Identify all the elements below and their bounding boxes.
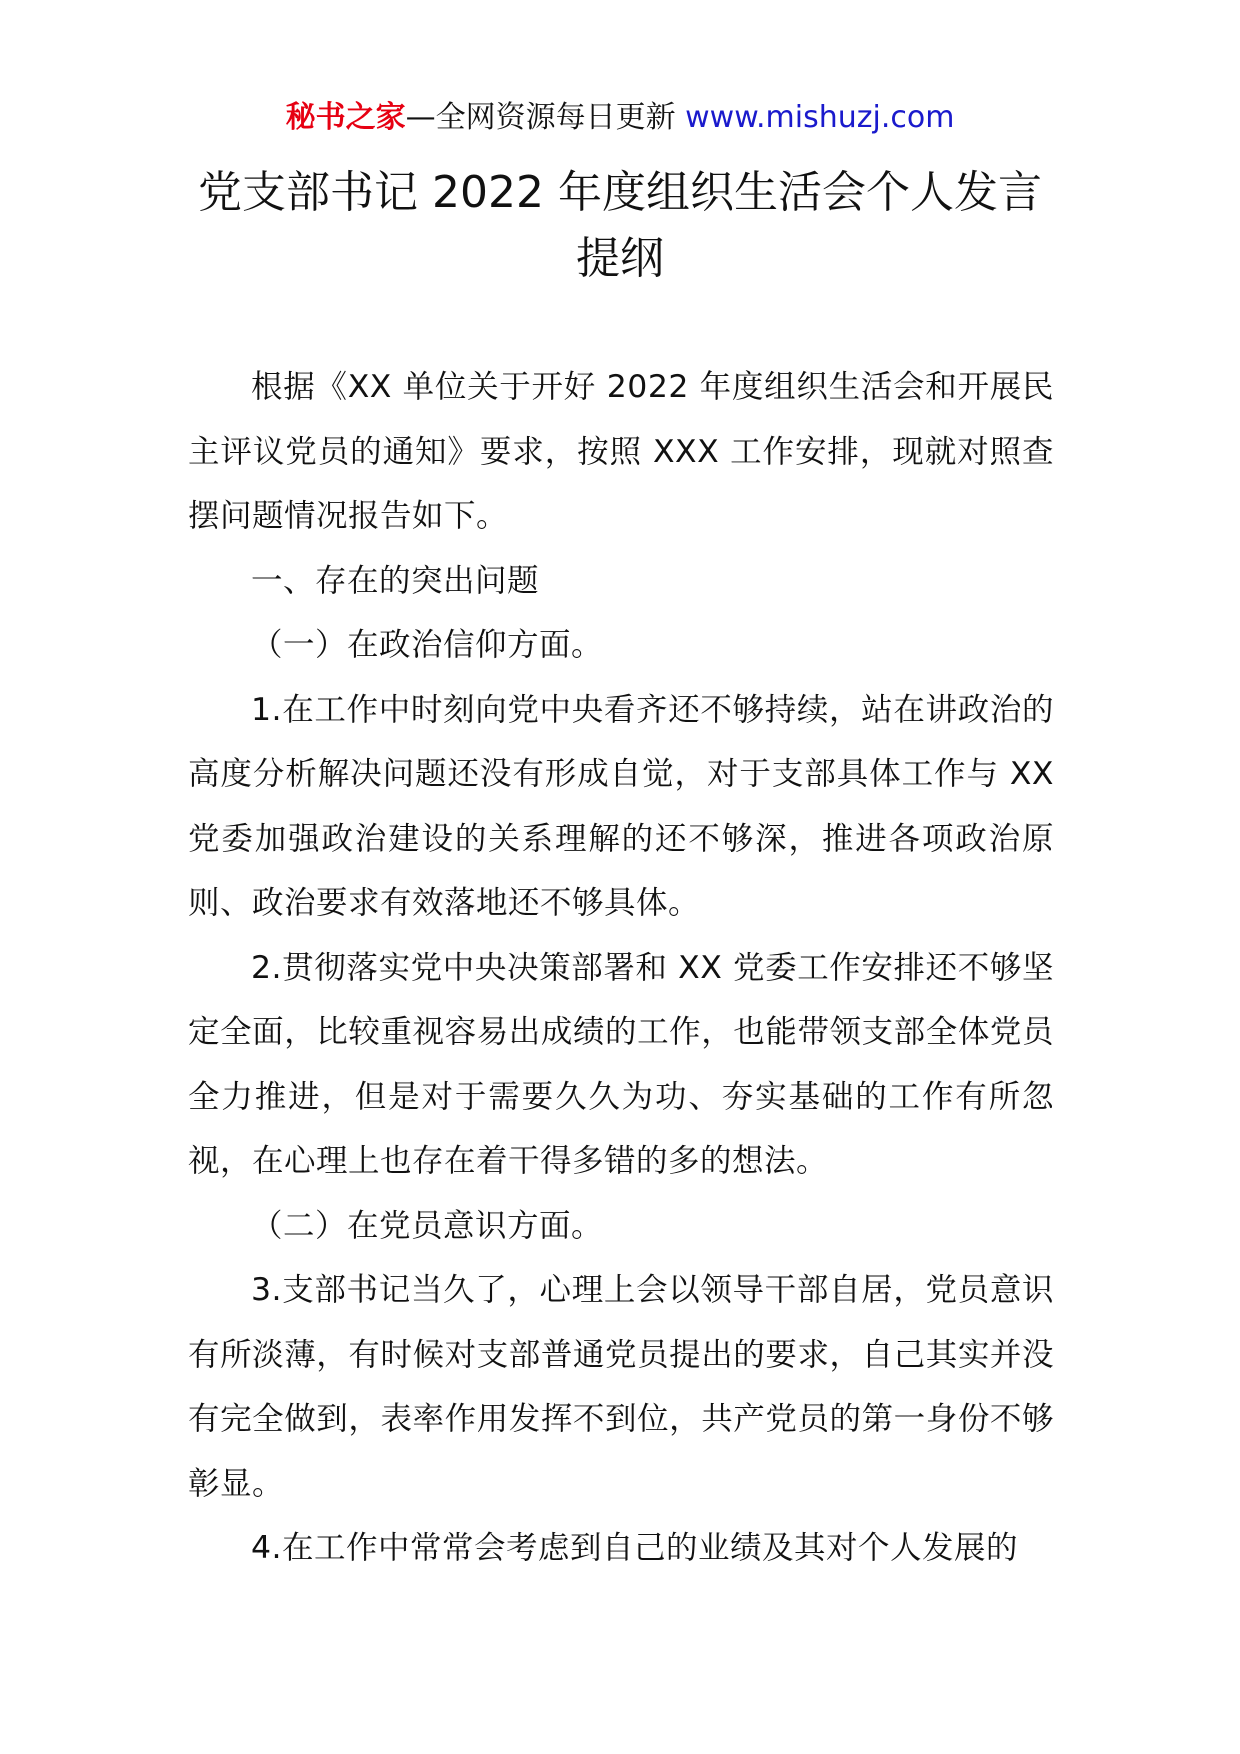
- header-tagline: —全网资源每日更新: [405, 100, 686, 135]
- paragraph-item-1: 1.在工作中时刻向党中央看齐还不够持续，站在讲政治的高度分析解决问题还没有形成自觉，对于支部具体工作与 XX 党委加强政治建设的关系理解的还不够深，推进各项政治原则、政治要求有效落地还不够具体。: [188, 691, 1054, 921]
- paragraph-item-2: 2.贯彻落实党中央决策部署和 XX 党委工作安排还不够坚定全面，比较重视容易出成绩的工作，也能带领支部全体党员全力推进，但是对于需要久久为功、夯实基础的工作有所忽视，在心理上也存在着干得多错的多的想法。: [188, 949, 1054, 1179]
- paragraph-intro: 根据《XX 单位关于开好 2022 年度组织生活会和开展民主评议党员的通知》要求，按照 XXX 工作安排，现就对照查摆问题情况报告如下。: [188, 369, 1054, 534]
- title-line-1: 党支部书记 2022 年度组织生活会个人发言: [198, 167, 1042, 218]
- document-body: [188, 355, 1054, 1581]
- title-line-2: 提纲: [576, 233, 664, 284]
- brand-name: 秘书之家: [285, 100, 406, 135]
- paragraph-item-4: 4.在工作中常常会考虑到自己的业绩及其对个人发展的: [251, 1530, 1019, 1566]
- site-header: [0, 98, 1240, 138]
- subsection-heading-1: （一）在政治信仰方面。: [251, 627, 604, 663]
- site-url-link[interactable]: www.mishuzj.com: [685, 100, 955, 135]
- document-title: [180, 160, 1060, 292]
- paragraph-item-3: 3.支部书记当久了，心理上会以领导干部自居，党员意识有所淡薄，有时候对支部普通党员提出的要求，自己其实并没有完全做到，表率作用发挥不到位，共产党员的第一身份不够彰显。: [188, 1272, 1054, 1502]
- subsection-heading-2: （二）在党员意识方面。: [251, 1207, 604, 1244]
- section-heading-1: 一、存在的突出问题: [251, 562, 540, 599]
